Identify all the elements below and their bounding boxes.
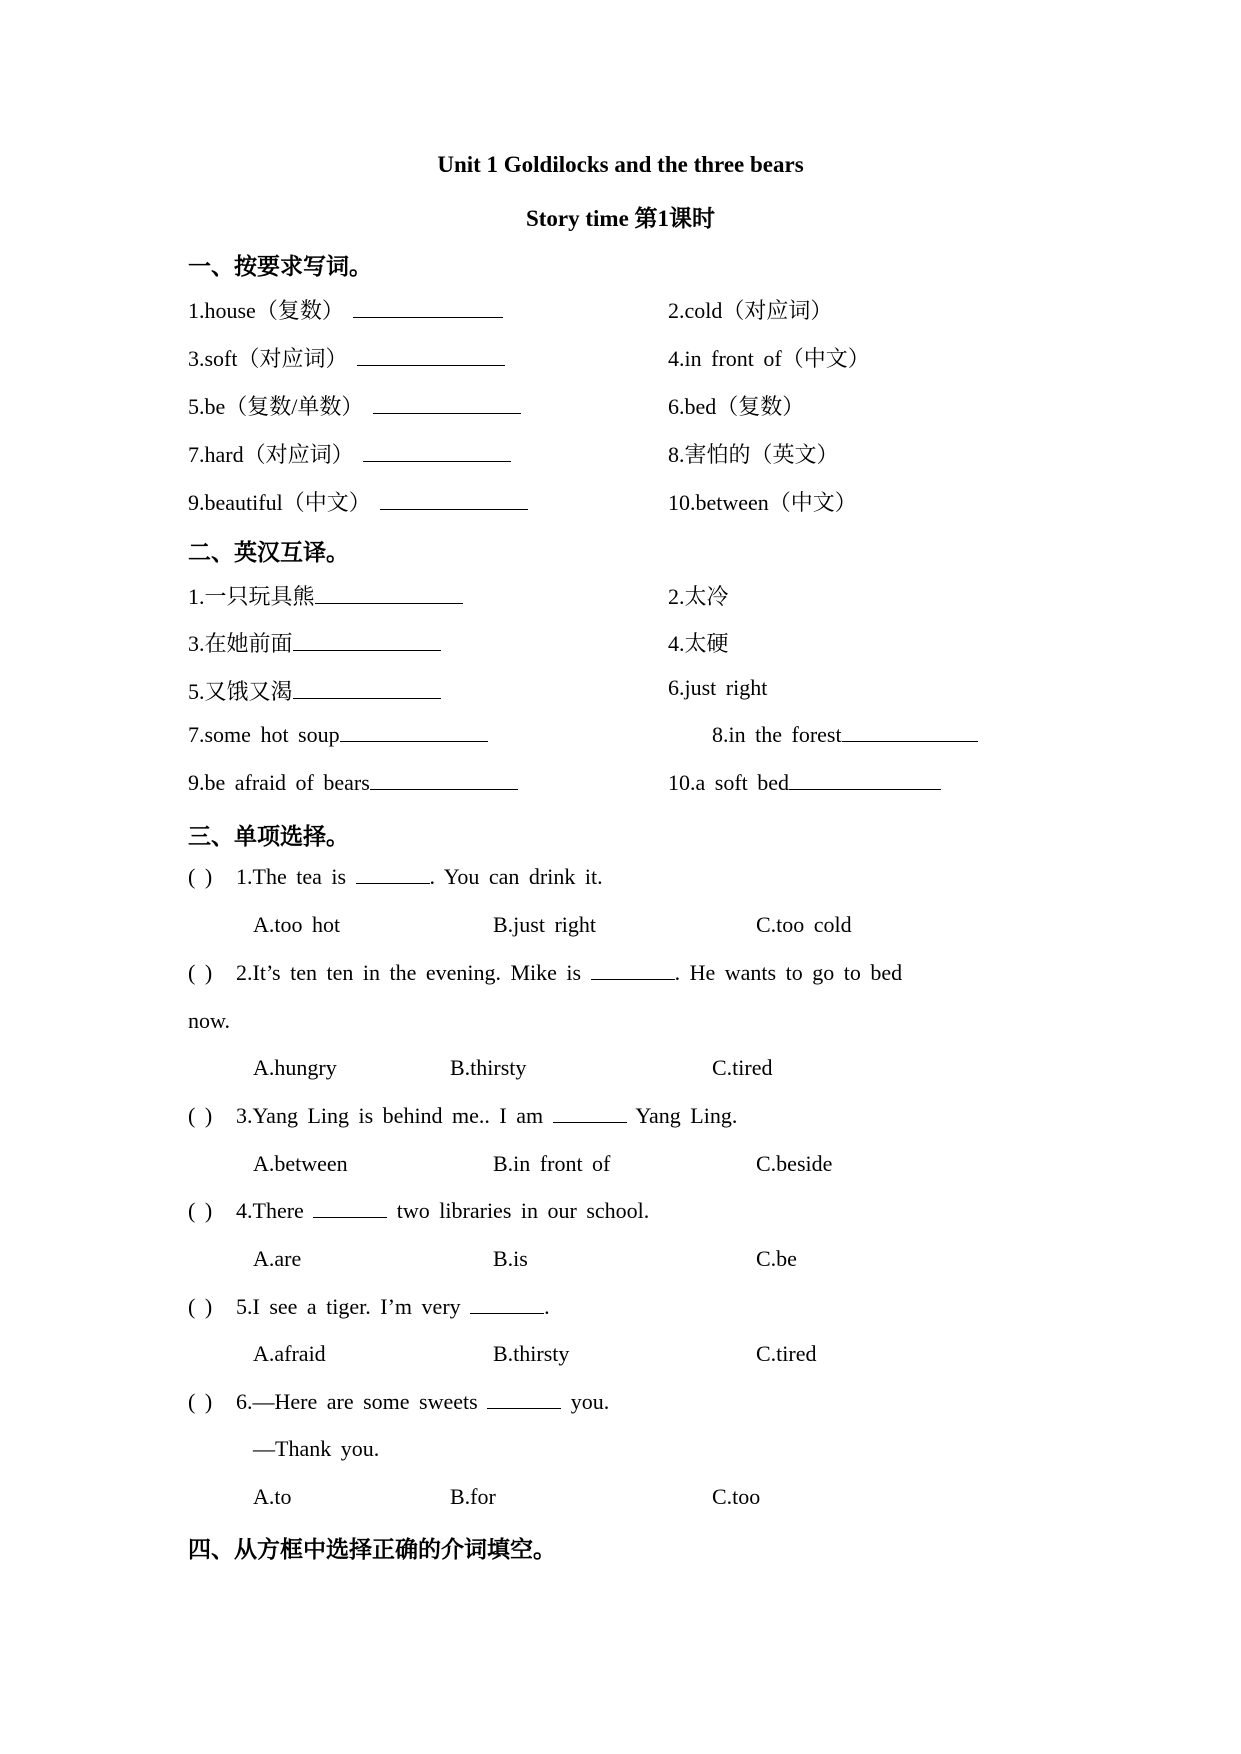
q4-option-b[interactable]: B.is (493, 1246, 528, 1271)
q4-option-c[interactable]: C.be (756, 1246, 797, 1271)
answer-paren[interactable]: ( ) (188, 1389, 213, 1414)
answer-paren[interactable]: ( ) (188, 960, 213, 985)
s2-item-9-label: 9.be afraid of bears (188, 770, 370, 795)
s1-item-8 (668, 438, 839, 469)
s1-item-3 (188, 342, 505, 373)
q1-option-b[interactable]: B.just right (493, 912, 597, 937)
s2-item-5-label: 5.又饿又渴 (188, 679, 293, 704)
s2-item-10-blank[interactable] (789, 771, 941, 790)
question-5-text-end: . (544, 1294, 550, 1319)
q3-option-a[interactable]: A.between (253, 1151, 348, 1176)
q4-option-a[interactable]: A.are (253, 1246, 302, 1271)
s1-item-7-blank[interactable] (363, 443, 511, 462)
s1-item-1-blank[interactable] (353, 299, 503, 318)
q6-option-c[interactable]: C.too (712, 1484, 761, 1509)
q1-option-c[interactable]: C.too cold (756, 912, 852, 937)
question-4-blank (313, 1199, 387, 1218)
question-6-text-end: you. (561, 1389, 610, 1414)
answer-paren[interactable]: ( ) (188, 1294, 213, 1319)
s1-item-7 (188, 438, 511, 469)
s1-item-1-label: 1.house（复数） (188, 298, 344, 323)
q6-option-b[interactable]: B.for (450, 1484, 496, 1509)
s2-item-7-label: 7.some hot soup (188, 722, 340, 747)
s1-item-5-label: 5.be（复数/单数） (188, 394, 364, 419)
question-6-reply: —Thank you. (253, 1436, 380, 1461)
question-2 (188, 960, 902, 986)
s2-item-4-label: 4.太硬 (668, 631, 729, 656)
s1-item-1 (188, 294, 503, 325)
s2-item-6 (668, 675, 767, 701)
s1-item-9 (188, 486, 528, 517)
s2-item-10 (668, 770, 941, 796)
s1-item-9-label: 9.beautiful（中文） (188, 490, 371, 515)
section2-heading: 二、英汉互译。 (188, 540, 349, 565)
s1-item-3-blank[interactable] (357, 347, 505, 366)
question-3-text: 3.Yang Ling is behind me.. I am (236, 1103, 553, 1128)
s2-item-8-label: 8.in the forest (712, 722, 842, 747)
s1-item-3-label: 3.soft（对应词） (188, 346, 348, 371)
question-5-blank (470, 1295, 544, 1314)
s2-item-8 (712, 722, 978, 748)
s2-item-7-blank[interactable] (340, 723, 488, 742)
q1-option-a[interactable]: A.too hot (253, 912, 341, 937)
s1-item-2-label: 2.cold（对应词） (668, 298, 833, 323)
q2-option-a[interactable]: A.hungry (253, 1055, 337, 1080)
s2-item-5 (188, 675, 441, 706)
s1-item-10 (668, 486, 857, 517)
s1-item-4-label: 4.in front of（中文） (668, 346, 870, 371)
q5-option-b[interactable]: B.thirsty (493, 1341, 570, 1366)
s1-item-10-label: 10.between（中文） (668, 490, 857, 515)
question-6-blank (487, 1390, 561, 1409)
s2-item-1-blank[interactable] (315, 585, 463, 604)
q2-option-c[interactable]: C.tired (712, 1055, 773, 1080)
s2-item-8-blank[interactable] (842, 723, 978, 742)
answer-paren[interactable]: ( ) (188, 864, 213, 889)
question-3 (188, 1103, 737, 1129)
s2-item-4 (668, 627, 729, 658)
s1-item-5 (188, 390, 521, 421)
question-3-text-end: Yang Ling. (626, 1103, 738, 1128)
worksheet-title: Unit 1 Goldilocks and the three bears (437, 152, 804, 177)
s2-item-6-label: 6.just right (668, 675, 768, 700)
s2-item-2-label: 2.太冷 (668, 584, 729, 609)
section4-heading: 四、从方框中选择正确的介词填空。 (188, 1537, 556, 1562)
question-5-text: 5.I see a tiger. I’m very (236, 1294, 471, 1319)
s1-item-2 (668, 294, 832, 325)
s2-item-7 (188, 722, 488, 748)
q3-option-c[interactable]: C.beside (756, 1151, 833, 1176)
s1-item-9-blank[interactable] (380, 491, 528, 510)
s2-item-1-label: 1.一只玩具熊 (188, 584, 315, 609)
question-1-text-end: . You can drink it. (429, 864, 603, 889)
s2-item-3-label: 3.在她前面 (188, 631, 293, 656)
section1-heading: 一、按要求写词。 (188, 254, 372, 279)
question-1-blank (356, 865, 430, 884)
s2-item-3-blank[interactable] (293, 632, 441, 651)
q5-option-c[interactable]: C.tired (756, 1341, 817, 1366)
q5-option-a[interactable]: A.afraid (253, 1341, 326, 1366)
question-2-continued: now. (188, 1008, 230, 1033)
s1-item-8-label: 8.害怕的（英文） (668, 442, 839, 467)
s2-item-1 (188, 580, 463, 611)
q2-option-b[interactable]: B.thirsty (450, 1055, 527, 1080)
s2-item-2 (668, 580, 729, 611)
question-6-text: 6.—Here are some sweets (236, 1389, 488, 1414)
question-6 (188, 1389, 609, 1415)
s1-item-4 (668, 342, 870, 373)
question-2-blank (591, 961, 675, 980)
s2-item-5-blank[interactable] (293, 680, 441, 699)
question-4 (188, 1198, 649, 1224)
worksheet-subtitle: Story time 第1课时 (525, 206, 716, 231)
question-3-blank (553, 1104, 627, 1123)
question-1-text: 1.The tea is (236, 864, 356, 889)
s1-item-5-blank[interactable] (373, 395, 521, 414)
s2-item-10-label: 10.a soft bed (668, 770, 790, 795)
question-4-text: 4.There (236, 1198, 314, 1223)
s1-item-6 (668, 390, 804, 421)
q3-option-b[interactable]: B.in front of (493, 1151, 611, 1176)
question-2-text: 2.It’s ten ten in the evening. Mike is (236, 960, 591, 985)
question-1 (188, 864, 603, 890)
section3-heading: 三、单项选择。 (188, 824, 349, 849)
s2-item-3 (188, 627, 441, 658)
s2-item-9 (188, 770, 518, 796)
question-4-text-end: two libraries in our school. (387, 1198, 650, 1223)
s1-item-6-label: 6.bed（复数） (668, 394, 805, 419)
q6-option-a[interactable]: A.to (253, 1484, 292, 1509)
s2-item-9-blank[interactable] (370, 771, 518, 790)
s1-item-7-label: 7.hard（对应词） (188, 442, 354, 467)
answer-paren[interactable]: ( ) (188, 1103, 213, 1128)
question-5 (188, 1294, 550, 1320)
question-2-text-end: . He wants to go to bed (674, 960, 903, 985)
answer-paren[interactable]: ( ) (188, 1198, 213, 1223)
